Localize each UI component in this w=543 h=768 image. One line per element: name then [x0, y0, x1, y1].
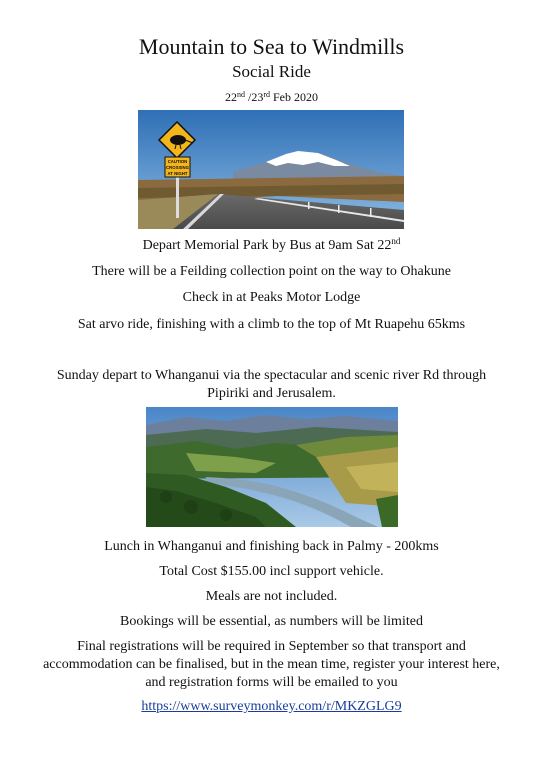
link-line: [0, 698, 543, 716]
depart-line: [0, 237, 543, 255]
depart-suffix: nd: [391, 236, 401, 246]
event-date: [0, 89, 543, 105]
sign-text-line1: CAUTION: [167, 159, 188, 164]
date-suffix2: rd: [263, 90, 270, 99]
sunday-line1: Sunday depart to Whanganui via the spectacular and scenic river Rd through: [56, 368, 487, 383]
registration-line1: Final registrations will be required in September so that transport and: [77, 639, 466, 654]
sign-text-line2: CROSSING: [166, 165, 189, 170]
river-valley-photo: [146, 407, 398, 527]
sunday-line2: Pipiriki and Jerusalem.: [207, 386, 336, 401]
checkin-line: Check in at Peaks Motor Lodge: [182, 290, 361, 305]
date-day1: 22: [224, 90, 237, 104]
date-suffix1: nd: [236, 90, 245, 99]
page-title: Mountain to Sea to Windmills: [138, 34, 405, 59]
collection-line: There will be a Feilding collection point on the way to Ohakune: [92, 264, 451, 279]
date-separator: /: [244, 90, 252, 104]
date-rest: Feb 2020: [270, 90, 318, 104]
surveymonkey-link[interactable]: https://www.surveymonkey.com/r/MKZGLG9: [141, 699, 402, 714]
depart-text: Depart Memorial Park by Bus at 9am Sat 22: [142, 238, 392, 253]
registration-line2: accommodation can be finalised, but in the mean time, register your interest here,: [43, 657, 500, 672]
cost-line: Total Cost $155.00 incl support vehicle.: [159, 564, 384, 579]
date-day2: 23: [251, 90, 264, 104]
bookings-line: Bookings will be essential, as numbers will be limited: [120, 614, 423, 629]
lunch-line: Lunch in Whanganui and finishing back in Palmy - 200kms: [104, 539, 439, 554]
ride-line: Sat arvo ride, finishing with a climb to the top of Mt Ruapehu 65kms: [77, 317, 466, 332]
sign-text-line3: AT NIGHT: [167, 171, 188, 176]
mountain-road-photo: [138, 110, 404, 229]
page-subtitle: Social Ride: [232, 62, 311, 81]
meals-line: Meals are not included.: [205, 589, 338, 604]
registration-line3: and registration forms will be emailed to you: [145, 675, 398, 690]
